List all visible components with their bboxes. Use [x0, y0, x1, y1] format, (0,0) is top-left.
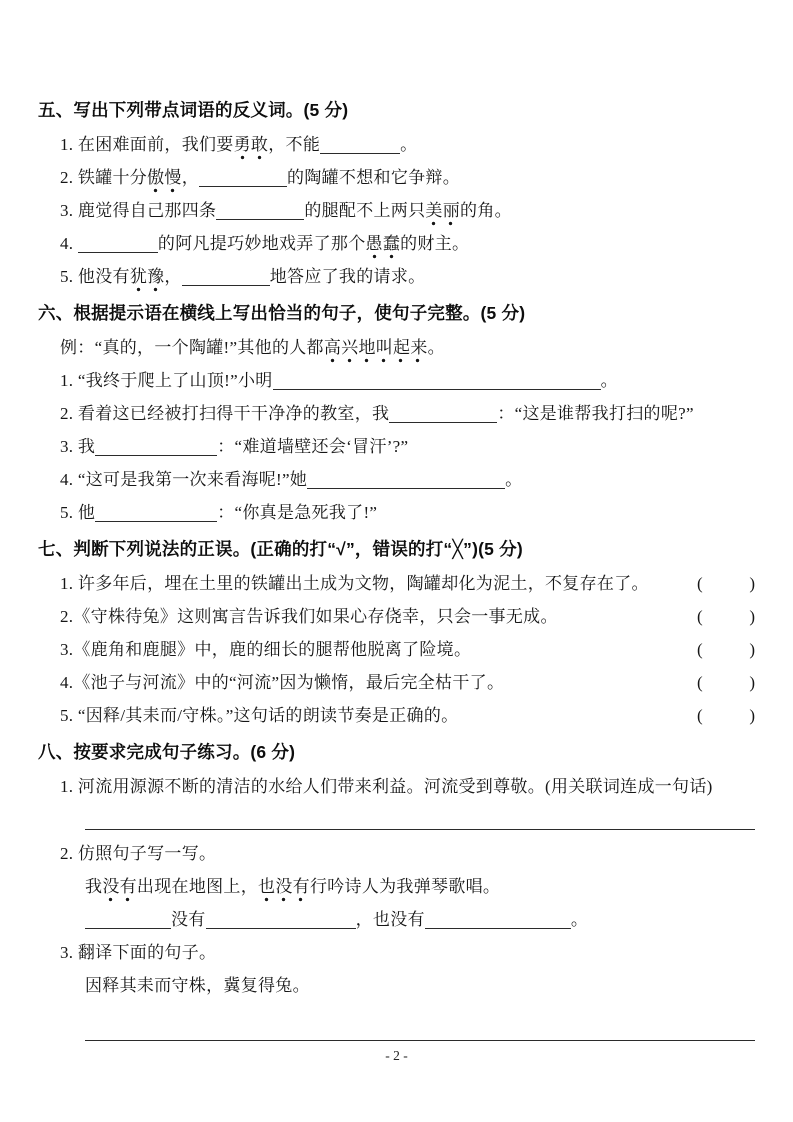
emphasized-word: 高兴地叫起来	[324, 338, 428, 363]
text-run: 5. 他没有	[60, 267, 130, 286]
emphasized-word: 没有	[102, 877, 137, 902]
text-run: 4.《池子与河流》中的“河流”因为懒惰，最后完全枯干了。	[60, 673, 505, 692]
emphasized-word: 美丽	[425, 201, 460, 226]
text-run: ，也没有	[355, 910, 425, 929]
text-run: 。	[400, 135, 418, 154]
judge-bracket-open: (	[697, 640, 703, 659]
judge-bracket-close: )	[749, 706, 755, 725]
text-run: ，不能	[268, 135, 321, 154]
question-line	[85, 903, 755, 936]
page-number: - 2 -	[385, 1048, 408, 1063]
judge-brackets	[697, 699, 755, 732]
answer-blank	[206, 910, 356, 929]
text-run: 2. 铁罐十分	[60, 168, 148, 187]
judge-brackets	[697, 600, 755, 633]
text-run: ，	[181, 168, 200, 187]
section-seven	[38, 537, 755, 732]
judge-brackets	[697, 567, 755, 600]
text-run: 2.《守株待兔》这则寓言告诉我们如果心存侥幸，只会一事无成。	[60, 607, 558, 626]
text-run: 1. “我终于爬上了山顶!”小明	[60, 371, 273, 390]
text-run: 地答应了我的请求。	[269, 267, 426, 286]
section-five-items	[38, 128, 755, 293]
text-run: 因释其耒而守株，冀复得兔。	[85, 976, 310, 995]
text-run: 5. 他	[60, 503, 96, 522]
answer-blank	[182, 267, 270, 286]
section-eight-title: 八、按要求完成句子练习。(6 分)	[38, 742, 296, 762]
judge-bracket-close: )	[749, 673, 755, 692]
question-line	[60, 837, 755, 870]
question-line	[85, 870, 755, 903]
section-six-title: 六、根据提示语在横线上写出恰当的句子，使句子完整。(5 分)	[38, 303, 526, 323]
section-seven-items	[38, 567, 755, 732]
section-five-title: 五、写出下列带点词语的反义词。(5 分)	[38, 100, 349, 120]
answer-blank	[273, 371, 601, 390]
text-run: 的陶罐不想和它争辩。	[287, 168, 461, 187]
answer-blank	[95, 437, 217, 456]
answer-line	[85, 803, 755, 830]
question-line	[60, 364, 755, 397]
judge-bracket-close: )	[749, 607, 755, 626]
emphasized-word: 犹豫	[130, 267, 165, 292]
section-seven-title: 七、判断下列说法的正误。(正确的打“√”，错误的打“╳”)(5 分)	[38, 539, 523, 559]
answer-blank	[199, 168, 287, 187]
text-run: 3. 我	[60, 437, 96, 456]
section-eight	[38, 740, 755, 1041]
judge-bracket-close: )	[749, 574, 755, 593]
text-run: 没有	[171, 910, 206, 929]
judge-bracket-open: (	[697, 706, 703, 725]
text-run: ，	[164, 267, 182, 286]
question-line	[60, 770, 755, 803]
question-line	[60, 496, 755, 529]
judge-bracket-open: (	[697, 673, 703, 692]
question-line	[60, 936, 755, 969]
question-line	[60, 194, 755, 227]
question-line	[60, 633, 755, 666]
emphasized-word: 勇敢	[234, 135, 269, 160]
text-run: 3. 翻译下面的句子。	[60, 943, 217, 962]
text-run: 的角。	[460, 201, 512, 220]
text-run: 1. 许多年后，埋在土里的铁罐出土成为文物，陶罐却化为泥土，不复存在了。	[60, 574, 649, 593]
text-run: 4.	[60, 234, 78, 253]
answer-blank	[216, 201, 304, 220]
section-six	[38, 301, 755, 529]
section-five	[38, 98, 755, 293]
judge-brackets	[697, 633, 755, 666]
answer-blank	[85, 910, 171, 929]
question-line	[60, 227, 755, 260]
text-run: ：“这是谁帮我打扫的呢?”	[497, 404, 694, 423]
question-line	[60, 430, 755, 463]
text-run: 。	[600, 371, 618, 390]
answer-line	[85, 1002, 755, 1041]
text-run: 的腿配不上两只	[304, 201, 426, 220]
question-line	[60, 260, 755, 293]
question-line	[60, 397, 755, 430]
answer-blank	[78, 234, 158, 253]
text-run: 2. 仿照句子写一写。	[60, 844, 217, 863]
text-run: 5. “因释/其耒而/守株。”这句话的朗读节奏是正确的。	[60, 706, 459, 725]
judge-bracket-open: (	[697, 574, 703, 593]
answer-blank	[389, 404, 497, 423]
answer-blank	[95, 503, 217, 522]
answer-blank	[320, 135, 400, 154]
text-run: 。	[570, 910, 589, 929]
judge-brackets	[697, 666, 755, 699]
emphasized-word: 傲慢	[147, 168, 182, 193]
emphasized-word: 也没有	[258, 877, 310, 902]
judge-bracket-close: )	[749, 640, 755, 659]
text-run: 4. “这可是我第一次来看海呢!”她	[60, 470, 308, 489]
section-eight-items	[38, 770, 755, 1041]
text-run: 1. 河流用源源不断的清洁的水给人们带来利益。河流受到尊敬。(用关联词连成一句话)	[60, 777, 713, 796]
question-line	[60, 331, 755, 364]
text-run: 我	[85, 877, 103, 896]
text-run: 的财主。	[400, 234, 470, 253]
text-run: 3.《鹿角和鹿腿》中，鹿的细长的腿帮他脱离了险境。	[60, 640, 472, 659]
text-run: 出现在地图上，	[136, 877, 259, 896]
text-run: ：“难道墙壁还会‘冒汗’?”	[217, 437, 409, 456]
section-six-items	[38, 331, 755, 529]
answer-blank	[307, 470, 505, 489]
question-line	[60, 600, 755, 633]
text-run: 。	[427, 338, 445, 357]
text-run: 例：“真的，一个陶罐!”其他的人都	[60, 338, 324, 357]
question-line	[60, 699, 755, 732]
text-run: 1. 在困难面前，我们要	[60, 135, 234, 154]
emphasized-word: 愚蠢	[366, 234, 401, 259]
question-line	[60, 463, 755, 496]
judge-bracket-open: (	[697, 607, 703, 626]
question-line	[60, 666, 755, 699]
question-line	[60, 567, 755, 600]
text-run: 2. 看着这已经被打扫得干干净净的教室，我	[60, 404, 390, 423]
question-line	[60, 128, 755, 161]
answer-blank	[425, 910, 571, 929]
text-run: ：“你真是急死我了!”	[217, 503, 378, 522]
question-line	[60, 161, 755, 194]
text-run: 3. 鹿觉得自己那四条	[60, 201, 217, 220]
text-run: 的阿凡提巧妙地戏弄了那个	[157, 234, 366, 253]
text-run: 。	[505, 470, 523, 489]
question-line	[85, 969, 755, 1002]
text-run: 行吟诗人为我弹琴歌唱。	[309, 877, 501, 896]
